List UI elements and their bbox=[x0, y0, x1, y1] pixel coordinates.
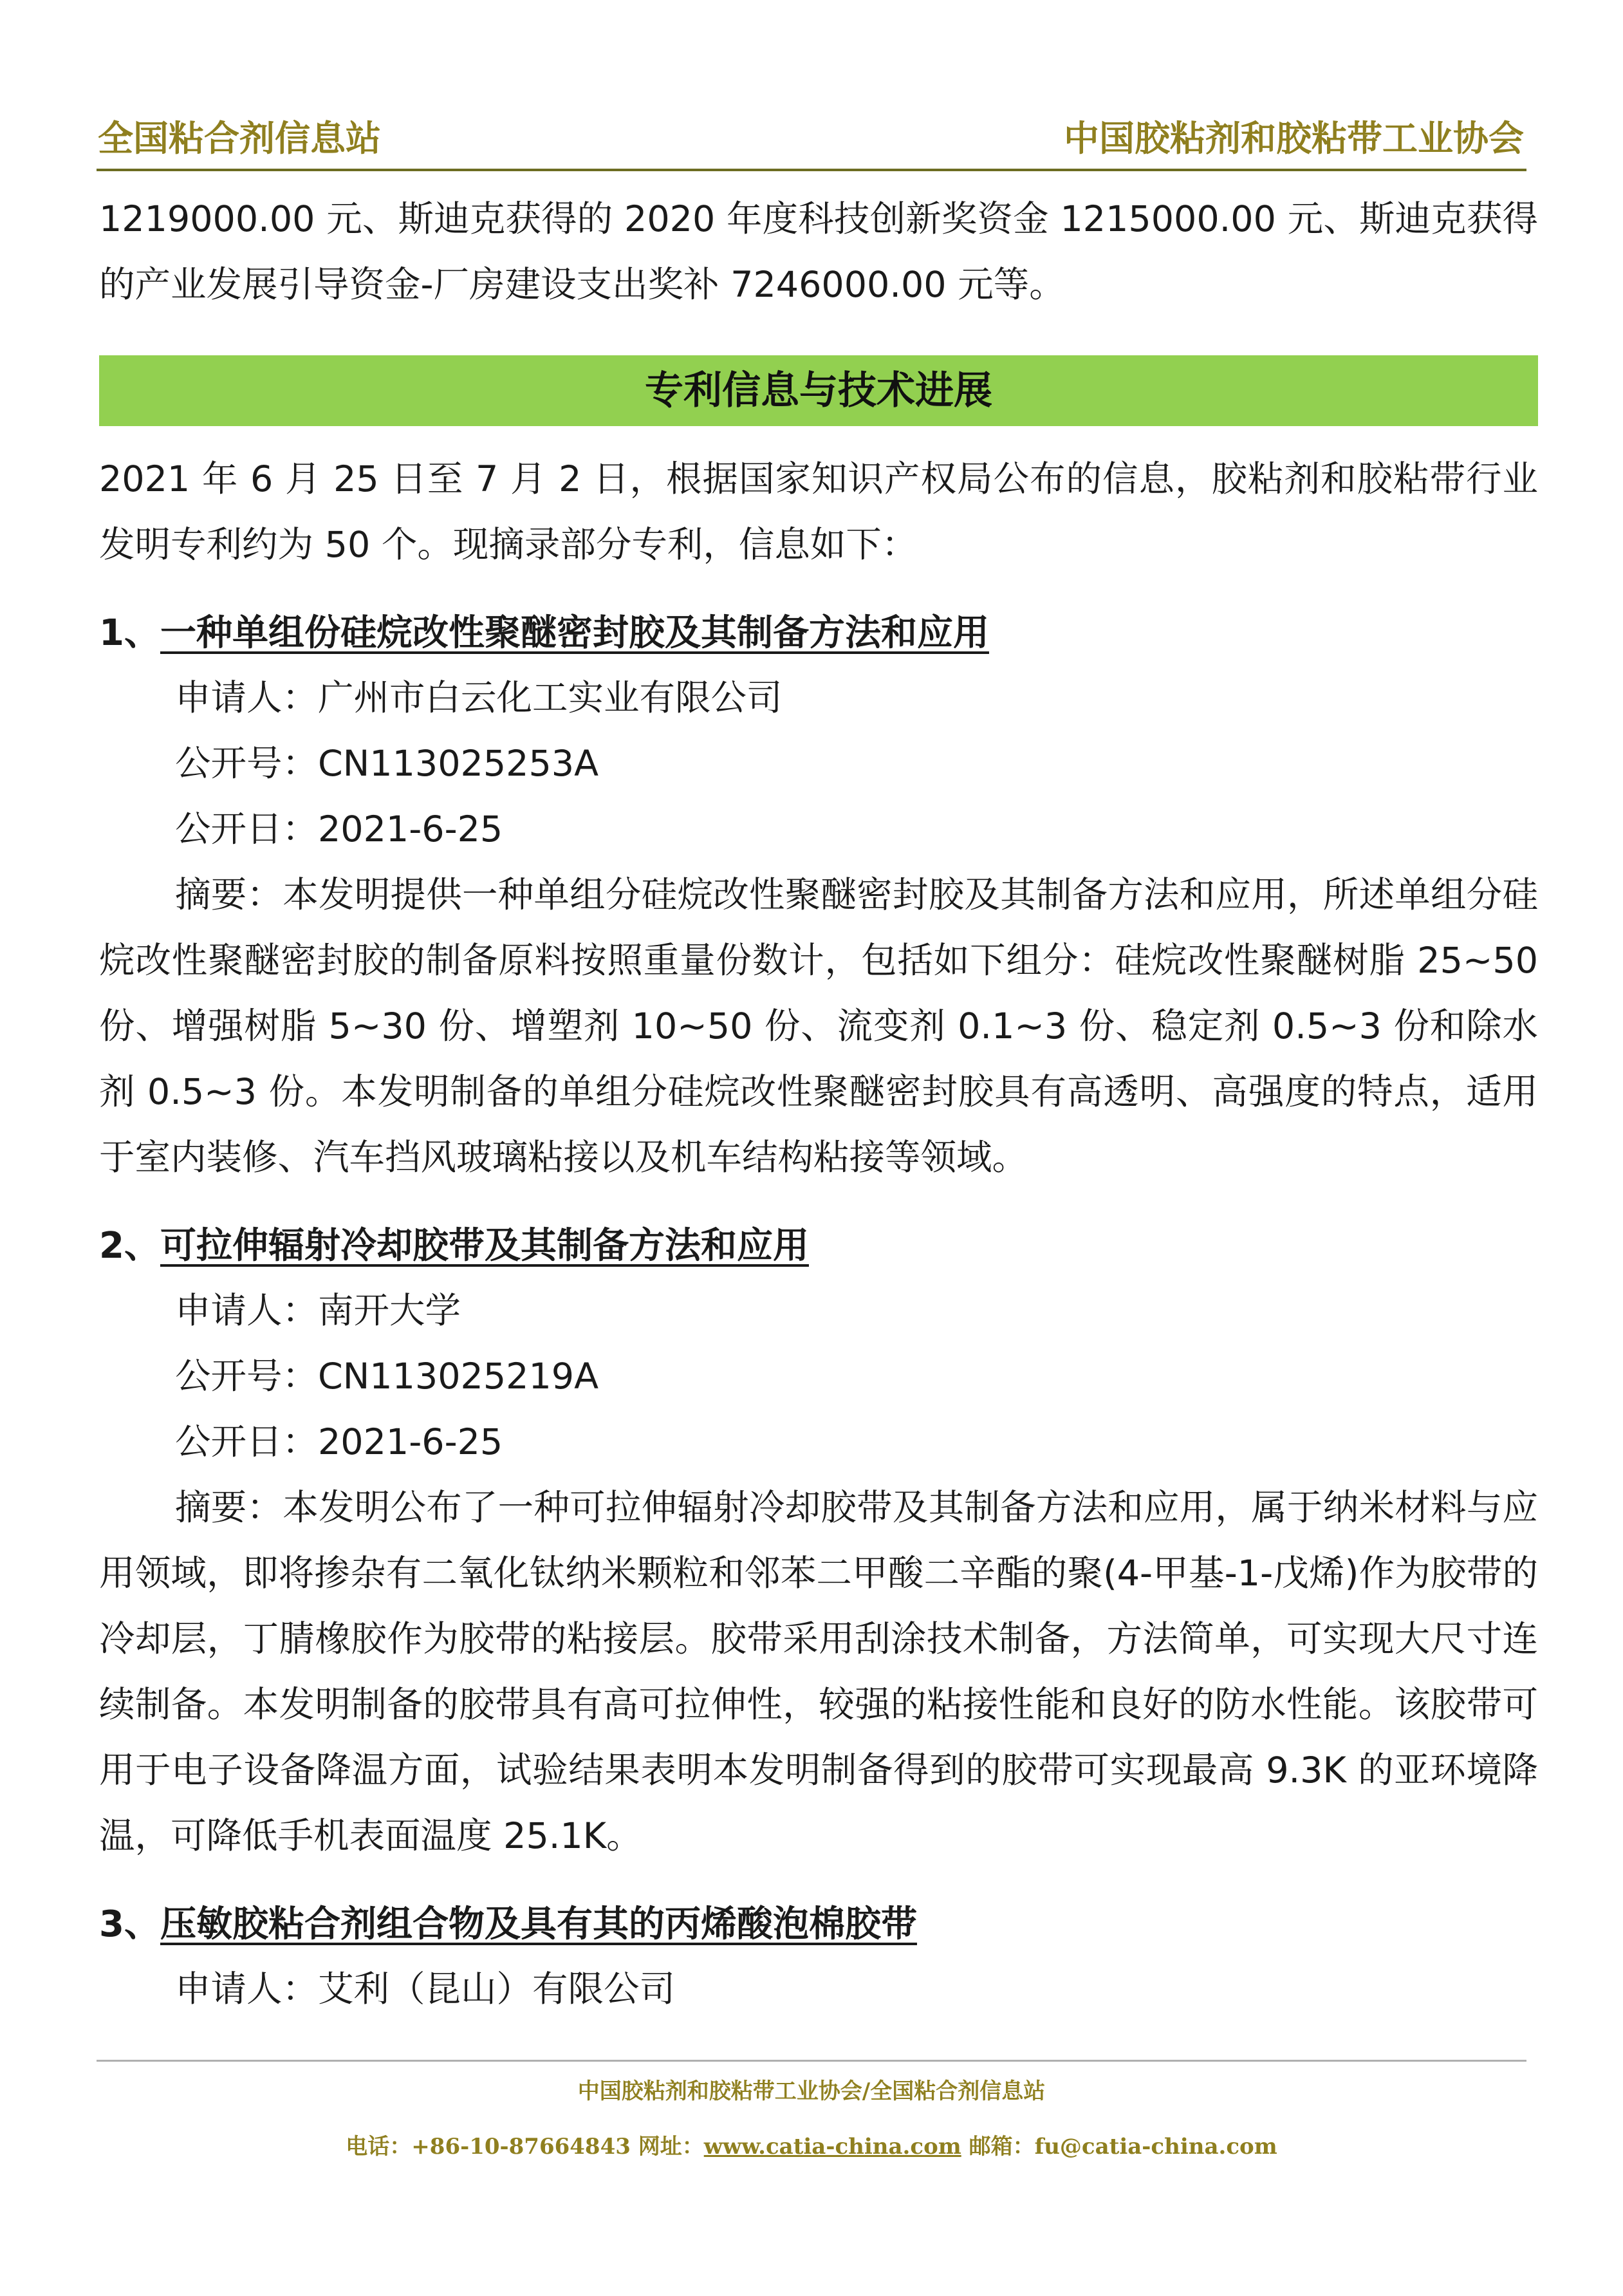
footer-org-line: 中国胶粘剂和胶粘带工业协会/全国粘合剂信息站 bbox=[577, 2078, 1046, 2104]
footer-email: 邮箱：fu@catia-china.com bbox=[961, 2134, 1277, 2160]
patent-applicant: 申请人：广州市白云化工实业有限公司 bbox=[175, 677, 783, 719]
patent-applicant: 申请人：南开大学 bbox=[175, 1290, 461, 1332]
patent-number: 1、 bbox=[99, 612, 160, 654]
patent-title-text: 可拉伸辐射冷却胶带及其制备方法和应用 bbox=[160, 1225, 809, 1267]
document-body bbox=[99, 187, 1538, 2022]
patent-title bbox=[99, 601, 1538, 666]
footer-website-link[interactable]: www.catia-china.com bbox=[703, 2134, 961, 2160]
patent-entry-3 bbox=[99, 1892, 1538, 2022]
patent-entry-2 bbox=[99, 1214, 1538, 1869]
patent-abstract: 摘要：本发明提供一种单组分硅烷改性聚醚密封胶及其制备方法和应用，所述单组分硅烷改性聚醚密封胶的制备原料按照重量份数计，包括如下组分：硅烷改性聚醚树脂 25~50 份、增强树脂 5~30 份、增塑剂 10~50 份、流变剂 0.1~3 份、稳定剂 0.5~3 份和除水剂 0.5~3 份。本发明制备的单组分硅烷改性聚醚密封胶具有高透明、高强度的特点，适用于室内装修、汽车挡风玻璃粘接以及机车结构粘接等领域。 bbox=[99, 874, 1538, 1179]
patent-title bbox=[99, 1892, 1538, 1957]
footer-contact-line bbox=[97, 2126, 1526, 2167]
patent-title bbox=[99, 1214, 1538, 1278]
patent-entry-1 bbox=[99, 601, 1538, 1191]
patent-title-text: 一种单组份硅烷改性聚醚密封胶及其制备方法和应用 bbox=[160, 612, 989, 654]
patent-pub-no: 公开号：CN113025253A bbox=[175, 743, 599, 785]
patent-number: 2、 bbox=[99, 1225, 160, 1267]
patent-number: 3、 bbox=[99, 1903, 160, 1945]
header-left-title: 全国粘合剂信息站 bbox=[98, 117, 382, 159]
footer-phone: 电话：+86-10-87664843 网址： bbox=[346, 2134, 704, 2160]
patent-pub-date: 公开日：2021-6-25 bbox=[175, 808, 503, 850]
patent-title-text: 压敏胶粘合剂组合物及具有其的丙烯酸泡棉胶带 bbox=[160, 1903, 917, 1945]
page-header bbox=[97, 111, 1526, 171]
section-title: 专利信息与技术进展 bbox=[99, 355, 1538, 426]
header-right-title: 中国胶粘剂和胶粘带工业协会 bbox=[1063, 117, 1524, 159]
section-intro: 2021 年 6 月 25 日至 7 月 2 日，根据国家知识产权局公布的信息，胶粘剂和胶粘带行业发明专利约为 50 个。现摘录部分专利，信息如下： bbox=[99, 458, 1538, 566]
patent-applicant: 申请人：艾利（昆山）有限公司 bbox=[175, 1968, 676, 2010]
patent-abstract: 摘要：本发明公布了一种可拉伸辐射冷却胶带及其制备方法和应用，属于纳米材料与应用领域，即将掺杂有二氧化钛纳米颗粒和邻苯二甲酸二辛酯的聚(4-甲基-1-戊烯)作为胶带的冷却层，丁腈橡胶作为胶带的粘接层。胶带采用刮涂技术制备，方法简单，可实现大尺寸连续制备。本发明制备的胶带具有高可拉伸性，较强的粘接性能和良好的防水性能。该胶带可用于电子设备降温方面，试验结果表明本发明制备得到的胶带可实现最高 9.3K 的亚环境降温，可降低手机表面温度 25.1K。 bbox=[99, 1487, 1538, 1857]
patent-pub-no: 公开号：CN113025219A bbox=[175, 1356, 599, 1397]
page-footer bbox=[97, 2060, 1526, 2167]
intro-paragraph: 1219000.00 元、斯迪克获得的 2020 年度科技创新奖资金 1215000.00 元、斯迪克获得的产业发展引导资金-厂房建设支出奖补 7246000.00 元等。 bbox=[99, 198, 1538, 306]
patent-pub-date: 公开日：2021-6-25 bbox=[175, 1421, 503, 1463]
